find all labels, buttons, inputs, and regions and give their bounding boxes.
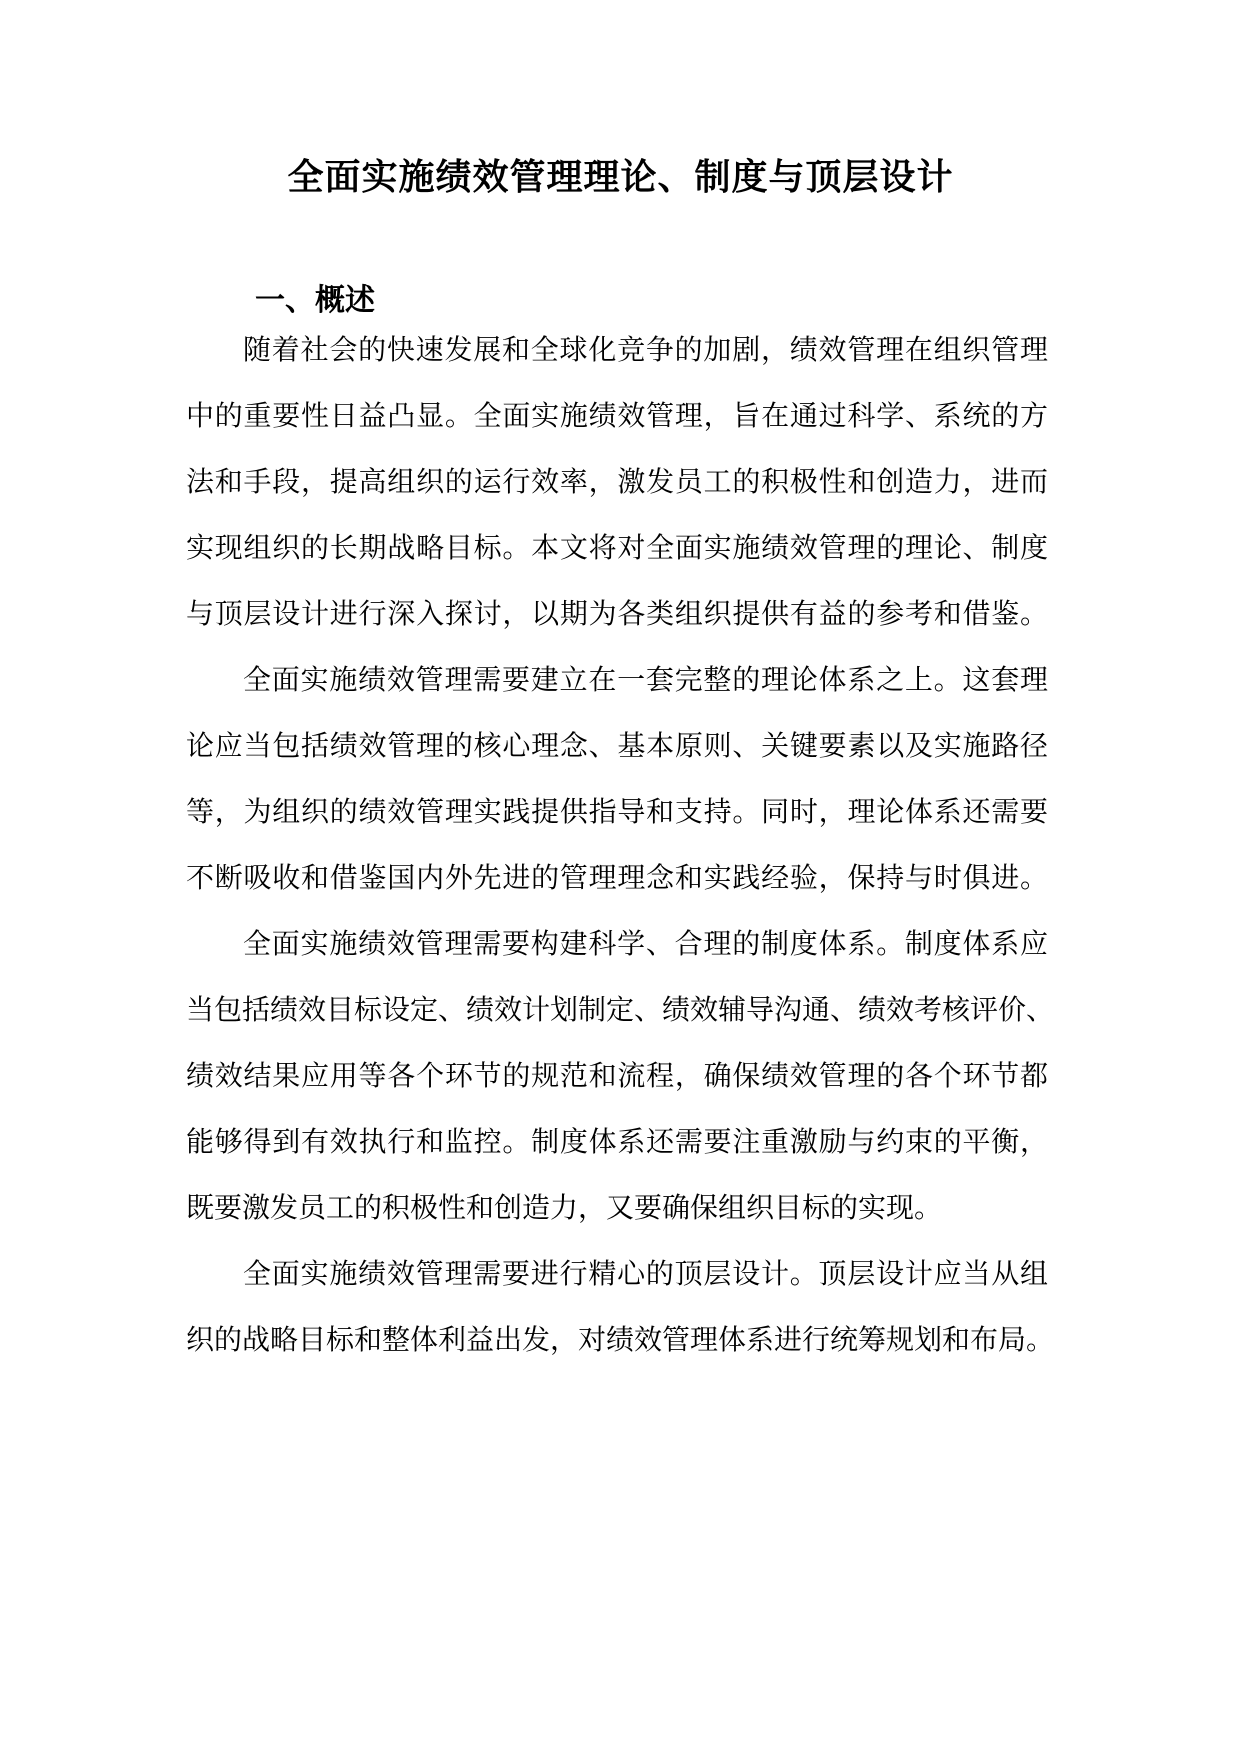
section-heading: 一、概述 <box>255 283 375 318</box>
paragraph-line: 既要激发员工的积极性和创造力，又要确保组织目标的实现。 <box>186 1191 943 1224</box>
page-title: 全面实施绩效管理理论、制度与顶层设计 <box>287 157 954 198</box>
paragraph-line: 织的战略目标和整体利益出发，对绩效管理体系进行统筹规划和布局。 <box>186 1323 1055 1356</box>
paragraph-line: 实现组织的长期战略目标。本文将对全面实施绩效管理的理论、制度 <box>186 531 1048 564</box>
paragraph-line: 随着社会的快速发展和全球化竞争的加剧，绩效管理在组织管理 <box>243 333 1048 366</box>
paragraph-line: 能够得到有效执行和监控。制度体系还需要注重激励与约束的平衡， <box>186 1125 1048 1158</box>
paragraph-line: 论应当包括绩效管理的核心理念、基本原则、关键要素以及实施路径 <box>186 729 1048 762</box>
paragraph-line: 全面实施绩效管理需要建立在一套完整的理论体系之上。这套理 <box>243 663 1048 696</box>
paragraph-line: 与顶层设计进行深入探讨，以期为各类组织提供有益的参考和借鉴。 <box>186 597 1048 630</box>
paragraph-line: 不断吸收和借鉴国内外先进的管理理念和实践经验，保持与时俱进。 <box>186 861 1048 894</box>
paragraph-line: 法和手段，提高组织的运行效率，激发员工的积极性和创造力，进而 <box>186 465 1048 498</box>
paragraph-line: 中的重要性日益凸显。全面实施绩效管理，旨在通过科学、系统的方 <box>186 399 1048 432</box>
paragraph-line: 等，为组织的绩效管理实践提供指导和支持。同时，理论体系还需要 <box>186 795 1048 828</box>
paragraph-line: 全面实施绩效管理需要构建科学、合理的制度体系。制度体系应 <box>243 927 1048 960</box>
paragraph-line: 全面实施绩效管理需要进行精心的顶层设计。顶层设计应当从组 <box>243 1257 1048 1290</box>
paragraph-line: 当包括绩效目标设定、绩效计划制定、绩效辅导沟通、绩效考核评价、 <box>186 993 1055 1026</box>
paragraph-line: 绩效结果应用等各个环节的规范和流程，确保绩效管理的各个环节都 <box>186 1059 1048 1092</box>
